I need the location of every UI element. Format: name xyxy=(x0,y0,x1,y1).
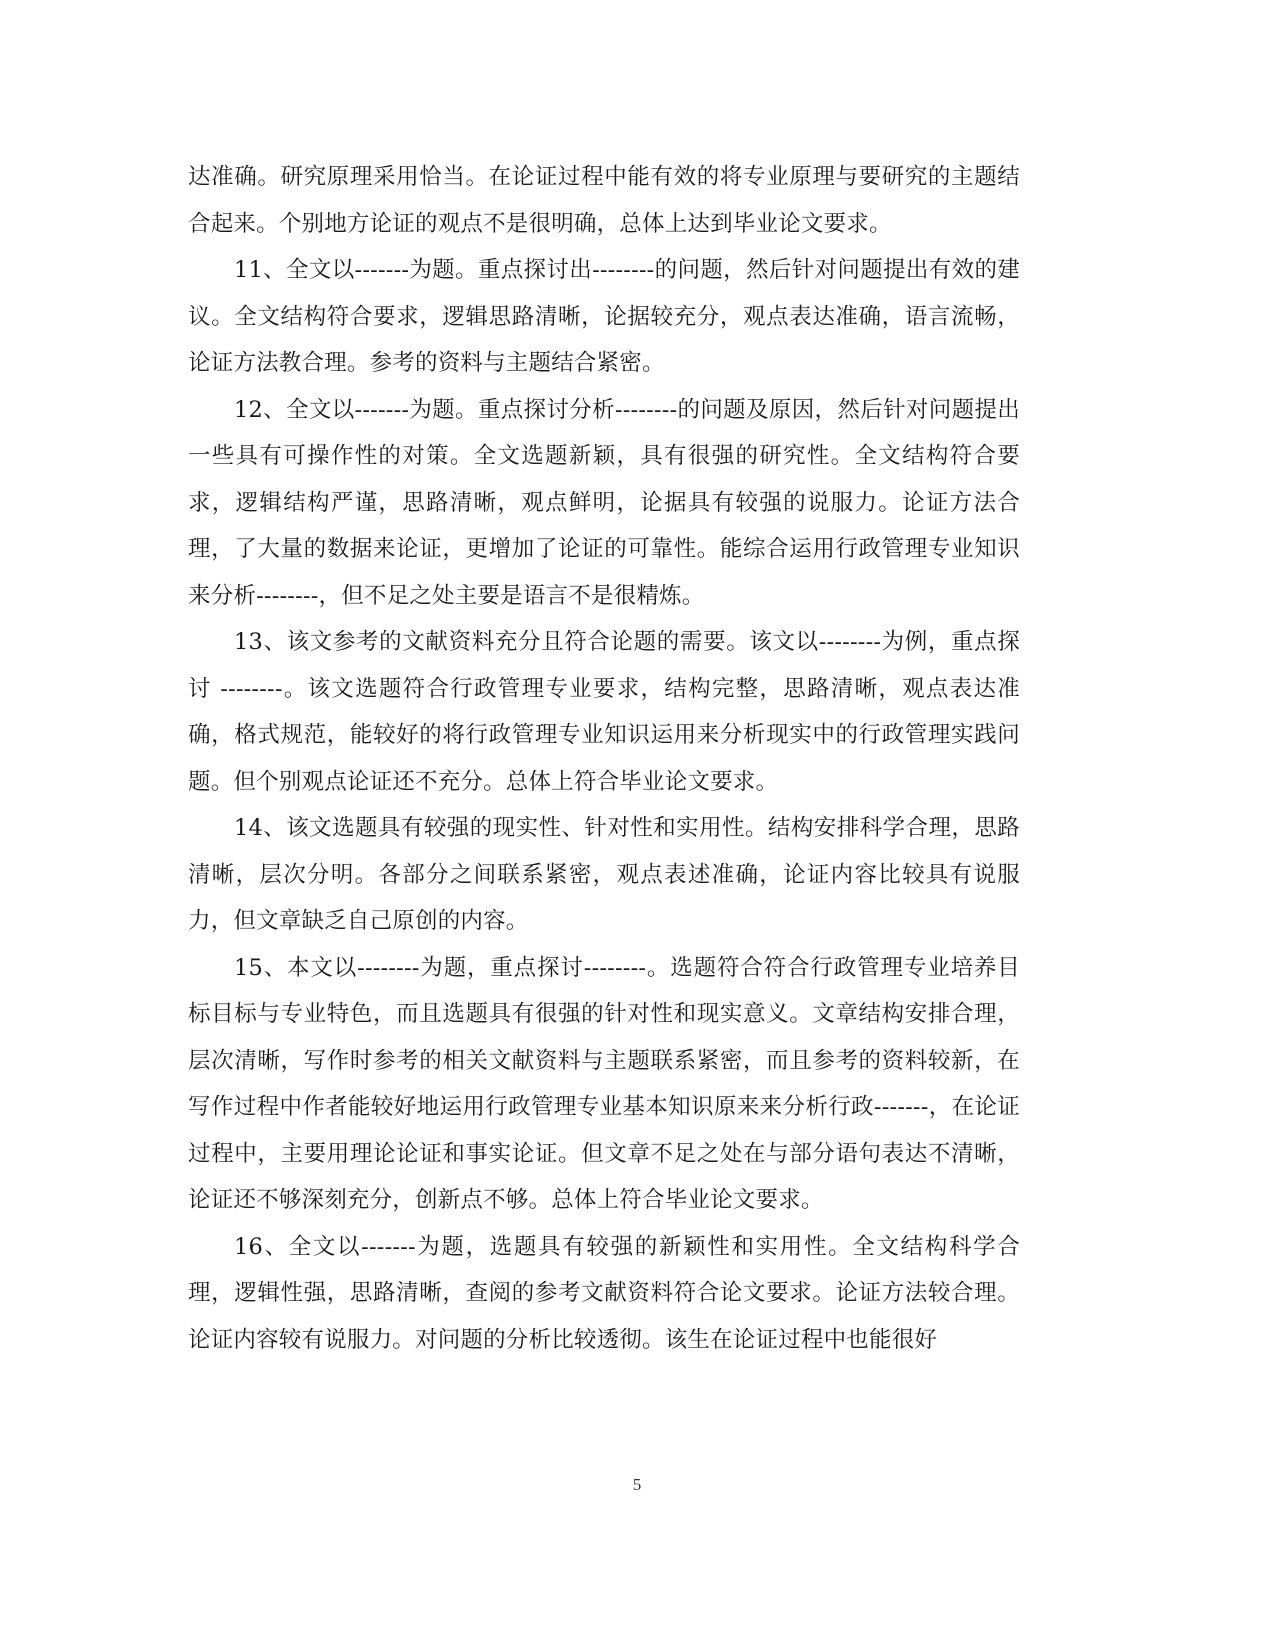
paragraph-10-continuation: 达准确。研究原理采用恰当。在论证过程中能有效的将专业原理与要研究的主题结合起来。个别地方论证的观点不是很明确，总体上达到毕业论文要求。 xyxy=(188,164,1020,237)
page-number: 5 xyxy=(632,1475,642,1494)
paragraph-13: 13、该文参考的文献资料充分且符合论题的需要。该文以--------为例，重点探讨 --------。该文选题符合行政管理专业要求，结构完整，思路清晰，观点表达准确，格式规范，能较好的将行政管理专业知识运用来分析现实中的行政管理实践问题。但个别观点论证还不充分。总体上符合毕业论文要求。 xyxy=(188,629,1020,795)
paragraph-16: 16、全文以-------为题，选题具有较强的新颖性和实用性。全文结构科学合理，逻辑性强，思路清晰，查阅的参考文献资料符合论文要求。论证方法较合理。论证内容较有说服力。对问题的分析比较透彻。该生在论证过程中也能很好 xyxy=(188,1233,1020,1353)
paragraph-12: 12、全文以-------为题。重点探讨分析--------的问题及原因，然后针对问题提出一些具有可操作性的对策。全文选题新颖，具有很强的研究性。全文结构符合要求，逻辑结构严谨，思路清晰，观点鲜明，论据具有较强的说服力。论证方法合理，了大量的数据来论证，更增加了论证的可靠性。能综合运用行政管理专业知识来分析--------，但不足之处主要是语言不是很精炼。 xyxy=(188,396,1020,609)
paragraph-14: 14、该文选题具有较强的现实性、针对性和实用性。结构安排科学合理，思路清晰，层次分明。各部分之间联系紧密，观点表述准确，论证内容比较具有说服力，但文章缺乏自己原创的内容。 xyxy=(188,815,1020,934)
document-body xyxy=(188,154,1020,1363)
paragraph-11: 11、全文以-------为题。重点探讨出--------的问题，然后针对问题提出有效的建议。全文结构符合要求，逻辑思路清晰，论据较充分，观点表达准确，语言流畅，论证方法教合理。参考的资料与主题结合紧密。 xyxy=(188,257,1020,376)
paragraph-15: 15、本文以--------为题，重点探讨--------。选题符合符合行政管理专业培养目标目标与专业特色，而且选题具有很强的针对性和现实意义。文章结构安排合理，层次清晰，写作时参考的相关文献资料与主题联系紧密，而且参考的资料较新，在写作过程中作者能较好地运用行政管理专业基本知识原来来分析行政-------，在论证过程中，主要用理论论证和事实论证。但文章不足之处在与部分语句表达不清晰，论证还不够深刻充分，创新点不够。总体上符合毕业论文要求。 xyxy=(188,954,1020,1213)
